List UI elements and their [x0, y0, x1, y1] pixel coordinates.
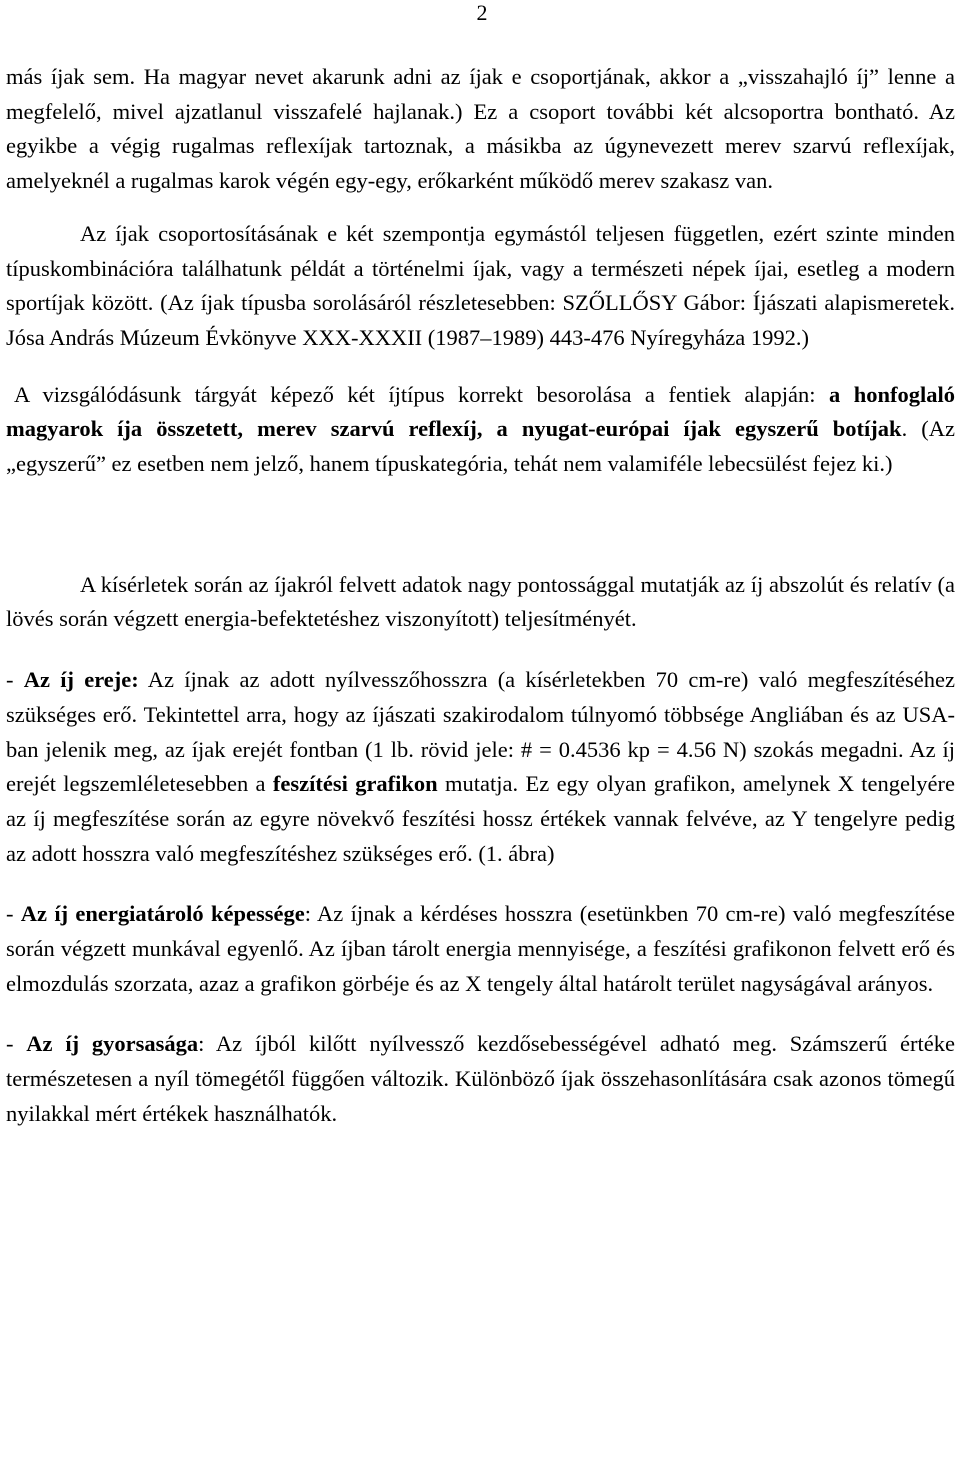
paragraph-energy-storage — [6, 897, 955, 1001]
paragraph-bow-strength — [6, 663, 955, 871]
paragraph-text: . (Az „egyszerű” ez esetben nem jelző, hanem típuskategória, tehát nem valamiféle lebecsülést fejez ki.) — [6, 416, 955, 477]
paragraph-classification: Az íjak csoportosításának e két szempontja egymástól teljesen független, ezért szinte minden típuskombinációra találhatunk példát a történelmi íjak, vagy a természeti népek íjai, esetleg a modern sportíjak között. (Az íjak típusba sorolásáról részletesebben: SZŐLLŐSY Gábor: Íjászati alapismeretek. Jósa András Múzeum Évkönyve XXX-XXXII (1987–1989) 443-476 Nyíregyháza 1992.) — [6, 220, 955, 350]
paragraph-bow-groups: más íjak sem. Ha magyar nevet akarunk adni az íjak e csoportjának, akkor a „visszahajló íj” lenne a megfelelő, mivel ajzatlanul visszafelé hajlanak.) Ez a csoport további két alcsoportra bontható. Az egyikbe a végig rugalmas reflexíjak tartoznak, a másikba az úgynevezett merev szarvú reflexíjak, amelyeknél a rugalmas karok végén egy-egy, erőkarként működő merev szakasz van. — [6, 64, 955, 194]
term-heading: Az íj gyorsasága — [26, 1031, 199, 1057]
page-number: 2 — [476, 0, 488, 25]
emphasis-text: a honfoglaló magyarok íja összetett, merev szarvú reflexíj, a nyugat-európai íjak egyszerű botíjak — [6, 381, 956, 442]
term-heading: Az íj ereje: — [23, 667, 139, 693]
paragraph-text: Az íjnak az adott nyílvesszőhosszra (a kísérletekben 70 cm-re) való megfeszítéséhez szükséges erő. Tekintettel arra, hogy az íjászati szakirodalom túlnyomó többsége Angliában és az USA-ban jelenik meg, az íjak erejét fontban (1 lb. rövid jele: # = 0.4536 kp = 4.56 N) szokás megadni. Az íj erejét legszemléletesebben a — [6, 667, 955, 797]
list-dash: - — [6, 901, 21, 927]
paragraph-text: : Az íjból kilőtt nyílvessző kezdősebességével adható meg. Számszerű értéke természetesen a nyíl tömegétől függően változik. Különböző íjak összehasonlítására csak azonos tömegű nyilakkal mért értékek használhatók. — [6, 1031, 955, 1126]
paragraph-text: : Az íjnak a kérdéses hosszra (esetünkben 70 cm-re) való megfeszítése során végzett munkával egyenlő. Az íjban tárolt energia mennyisége, a feszítési grafikonon felvett erő és elmozdulás szorzata, azaz a grafikon görbéje és az X tengely által határolt terület nagyságával arányos. — [6, 901, 955, 996]
term-heading: Az íj energiatároló képessége — [20, 901, 305, 927]
paragraph-bow-speed — [6, 1027, 955, 1131]
paragraph-experiments: A kísérletek során az íjakról felvett adatok nagy pontossággal mutatják az íj abszolút és relatív (a lövés során végzett energia-befektetéshez viszonyított) teljesítményét. — [6, 571, 955, 632]
paragraph-text: mutatja. Ez egy olyan grafikon, amelynek X tengelyére az íj megfeszítése során az egyre növekvő feszítési hossz értékek vannak felvéve, az Y tengelyre pedig az adott hosszra való megfeszítéshez szükséges erő. (1. ábra) — [6, 771, 956, 866]
paragraph-text: A vizsgálódásunk tárgyát képező két íjtípus korrekt besorolása a fentiek alapján: — [14, 381, 830, 407]
paragraph-bow-types — [6, 378, 955, 482]
emphasis-text: feszítési grafikon — [272, 771, 438, 797]
list-dash: - — [6, 1031, 27, 1057]
list-dash: - — [6, 667, 24, 693]
document-body — [6, 60, 955, 1132]
